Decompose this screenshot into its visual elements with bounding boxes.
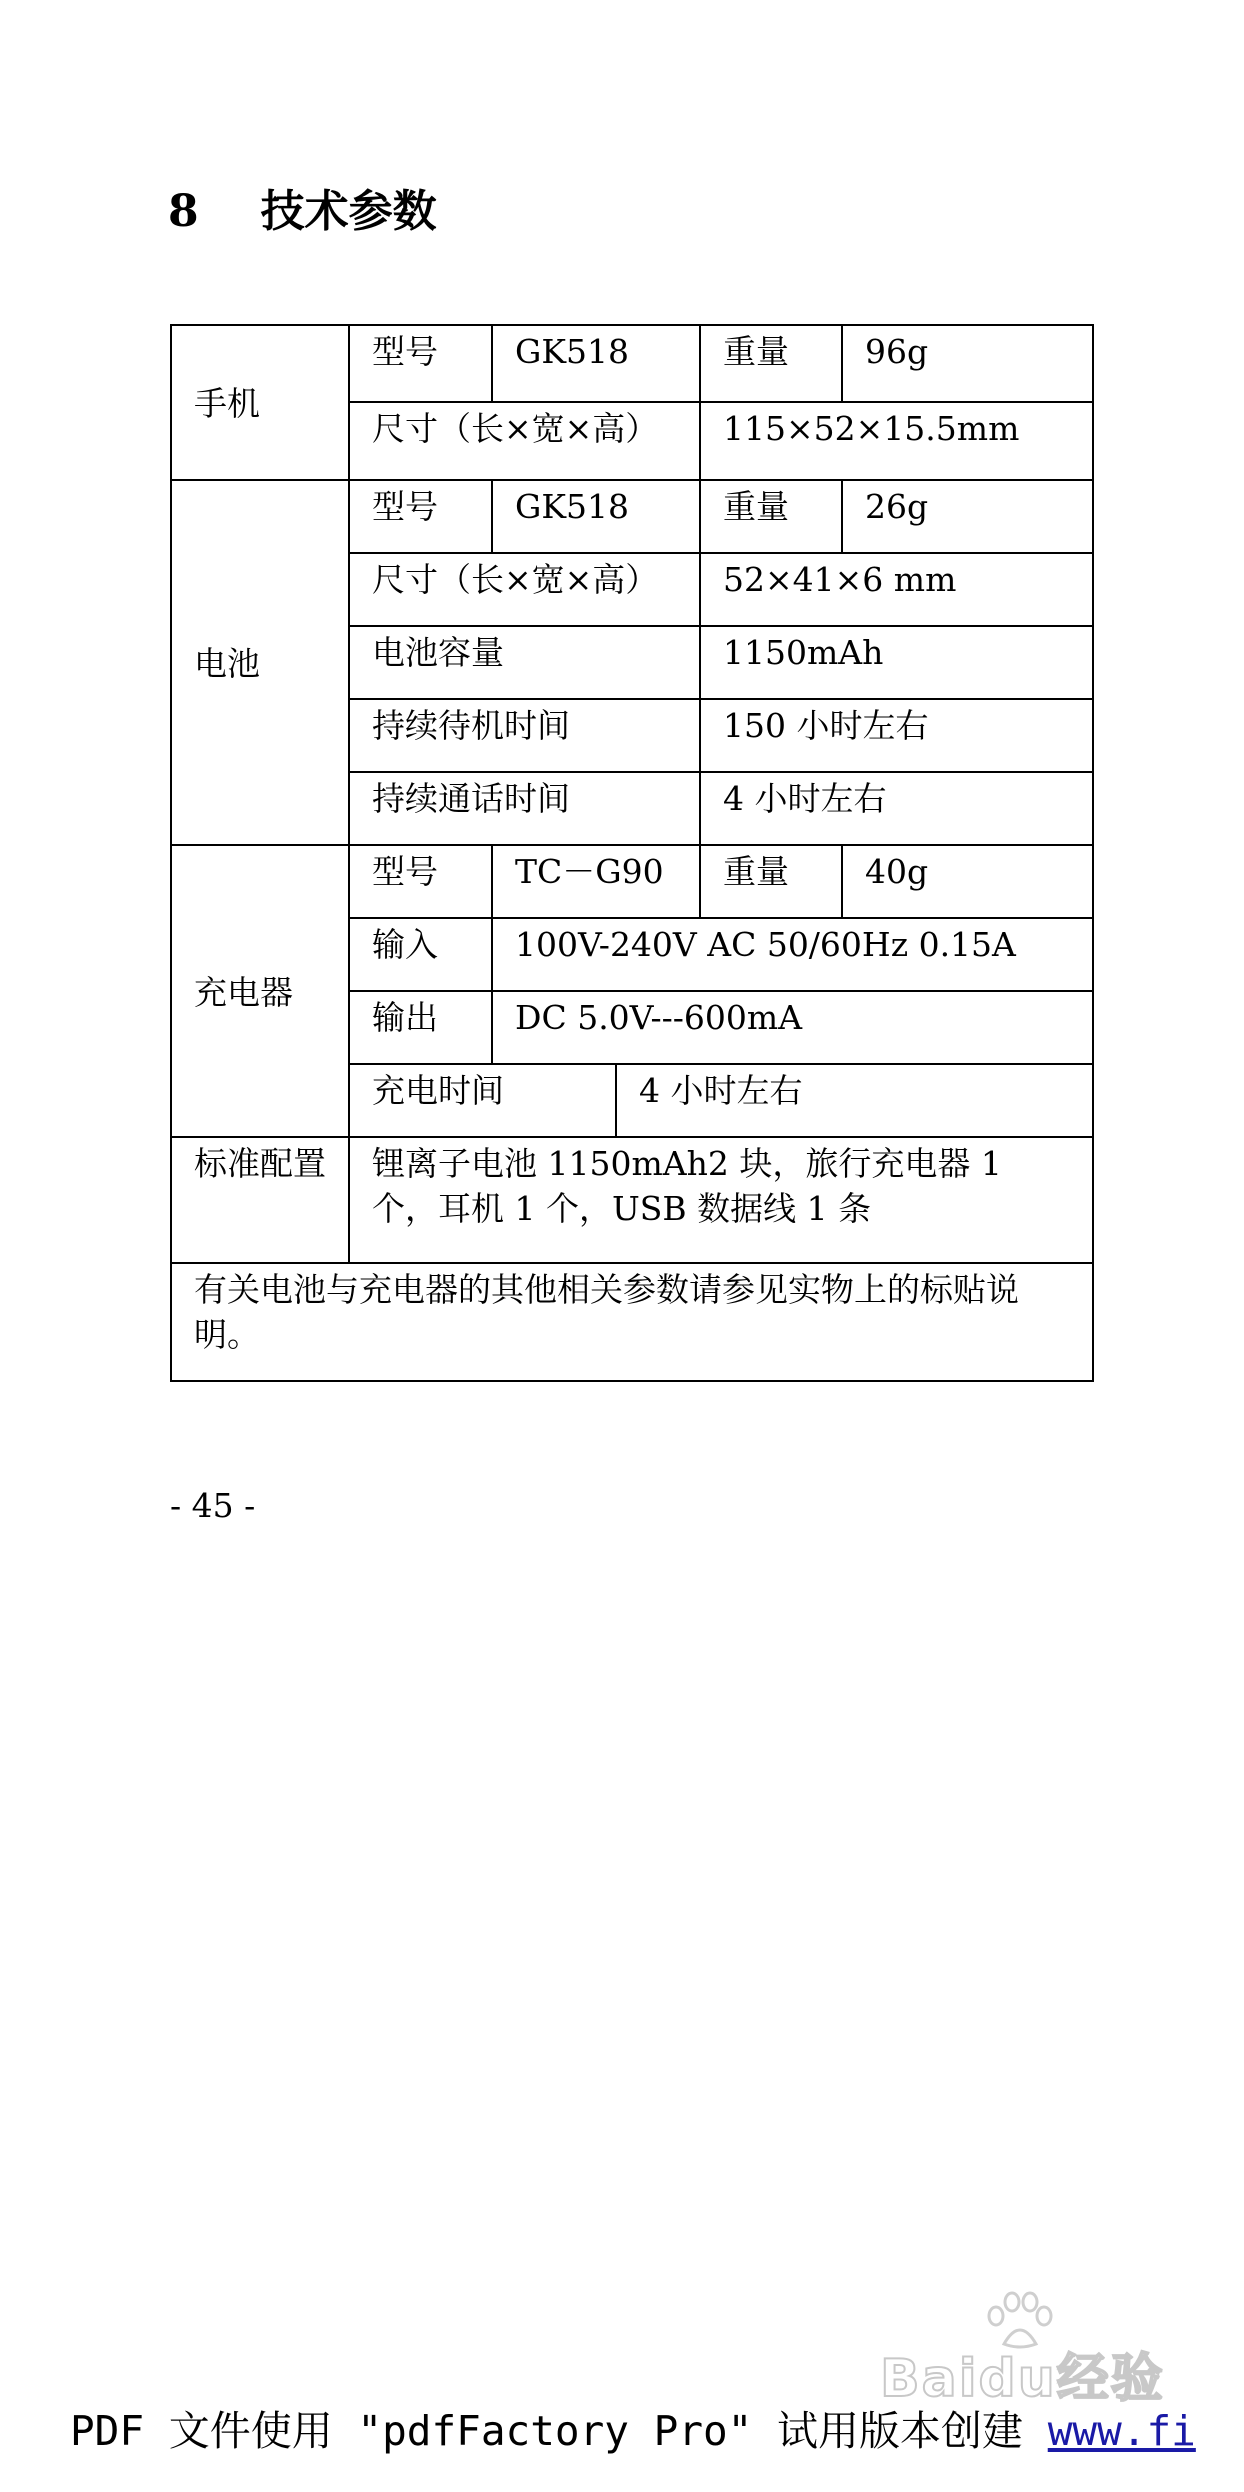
charger-weight-label: 重量 [700, 845, 842, 918]
spec-table [170, 324, 1094, 1382]
charger-time-value: 4 小时左右 [616, 1064, 1093, 1137]
section-heading [168, 175, 437, 239]
phone-model-label: 型号 [349, 325, 492, 402]
battery-capacity-label: 电池容量 [349, 626, 700, 699]
phone-weight-label: 重量 [700, 325, 842, 402]
table-note: 有关电池与充电器的其他相关参数请参见实物上的标贴说明。 [171, 1263, 1093, 1381]
phone-size-value: 115×52×15.5mm [700, 402, 1093, 480]
standard-config-value: 锂离子电池 1150mAh2 块，旅行充电器 1 个，耳机 1 个，USB 数据线 1 条 [349, 1137, 1093, 1263]
battery-weight-value: 26g [842, 480, 1093, 553]
battery-size-label: 尺寸（长×宽×高） [349, 553, 700, 626]
table-row [171, 1263, 1093, 1381]
charger-time-label: 充电时间 [349, 1064, 616, 1137]
group-label-phone: 手机 [171, 325, 349, 480]
section-number: 8 [168, 186, 199, 237]
phone-weight-value: 96g [842, 325, 1093, 402]
charger-input-label: 输入 [349, 918, 492, 991]
group-label-charger: 充电器 [171, 845, 349, 1137]
footer-text: PDF 文件使用 "pdfFactory Pro" 试用版本创建 [70, 2407, 1048, 2455]
table-row [171, 1137, 1093, 1263]
battery-size-value: 52×41×6 mm [700, 553, 1093, 626]
phone-size-label: 尺寸（长×宽×高） [349, 402, 700, 480]
page-number: - 45 - [170, 1486, 256, 1525]
pdf-footer [70, 2398, 1244, 2457]
charger-weight-value: 40g [842, 845, 1093, 918]
battery-standby-label: 持续待机时间 [349, 699, 700, 772]
charger-output-value: DC 5.0V---600mA [492, 991, 1093, 1064]
battery-model-value: GK518 [492, 480, 700, 553]
battery-talk-value: 4 小时左右 [700, 772, 1093, 845]
battery-model-label: 型号 [349, 480, 492, 553]
table-row [171, 845, 1093, 918]
charger-model-value: TC－G90 [492, 845, 700, 918]
phone-model-value: GK518 [492, 325, 700, 402]
charger-input-value: 100V-240V AC 50/60Hz 0.15A [492, 918, 1093, 991]
watermark-text: Baidu经验 [880, 2349, 1165, 2409]
table-row [171, 325, 1093, 402]
standard-config-label: 标准配置 [171, 1137, 349, 1263]
section-title: 技术参数 [260, 186, 437, 237]
battery-weight-label: 重量 [700, 480, 842, 553]
baidu-watermark [880, 2290, 1180, 2409]
charger-output-label: 输出 [349, 991, 492, 1064]
battery-standby-value: 150 小时左右 [700, 699, 1093, 772]
footer-link[interactable]: www.fi [1047, 2407, 1196, 2455]
charger-model-label: 型号 [349, 845, 492, 918]
group-label-battery: 电池 [171, 480, 349, 845]
table-row [171, 480, 1093, 553]
battery-capacity-value: 1150mAh [700, 626, 1093, 699]
battery-talk-label: 持续通话时间 [349, 772, 700, 845]
